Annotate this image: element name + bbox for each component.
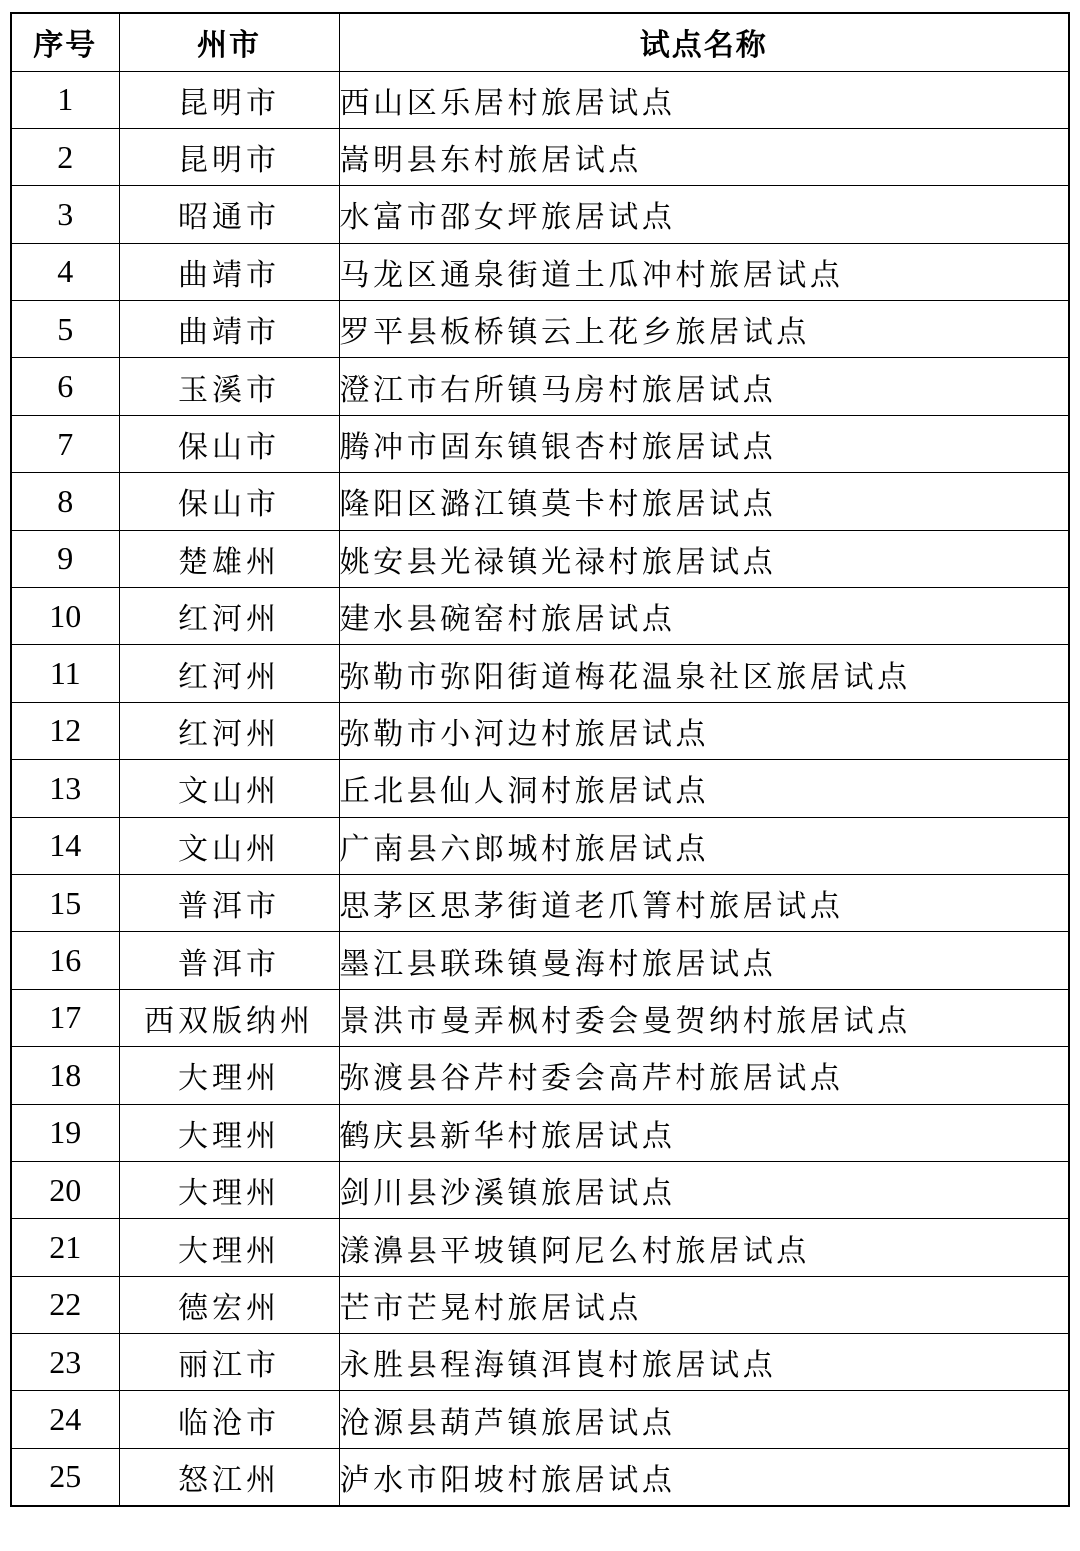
row-index: 3 — [11, 186, 119, 243]
row-index: 4 — [11, 243, 119, 300]
row-pilot-name: 广南县六郎城村旅居试点 — [339, 817, 1069, 874]
row-pilot-name: 西山区乐居村旅居试点 — [339, 71, 1069, 128]
header-city: 州市 — [119, 13, 339, 71]
row-pilot-name: 建水县碗窑村旅居试点 — [339, 588, 1069, 645]
table-row — [11, 760, 1069, 817]
row-pilot-name: 澄江市右所镇马房村旅居试点 — [339, 358, 1069, 415]
table-row — [11, 186, 1069, 243]
row-pilot-name: 弥勒市弥阳街道梅花温泉社区旅居试点 — [339, 645, 1069, 702]
row-pilot-name: 景洪市曼弄枫村委会曼贺纳村旅居试点 — [339, 989, 1069, 1046]
row-index: 11 — [11, 645, 119, 702]
row-pilot-name: 沧源县葫芦镇旅居试点 — [339, 1391, 1069, 1448]
pilot-list-sheet — [10, 12, 1068, 1539]
row-pilot-name: 弥渡县谷芹村委会高芹村旅居试点 — [339, 1047, 1069, 1104]
table-row — [11, 128, 1069, 185]
row-index: 6 — [11, 358, 119, 415]
table-row — [11, 989, 1069, 1046]
row-index: 20 — [11, 1161, 119, 1218]
table-header-row — [11, 13, 1069, 71]
row-city: 保山市 — [119, 415, 339, 472]
row-city: 红河州 — [119, 645, 339, 702]
row-city: 文山州 — [119, 760, 339, 817]
row-city: 怒江州 — [119, 1448, 339, 1505]
row-index: 8 — [11, 473, 119, 530]
row-pilot-name: 弥勒市小河边村旅居试点 — [339, 702, 1069, 759]
row-city: 大理州 — [119, 1219, 339, 1276]
row-city: 楚雄州 — [119, 530, 339, 587]
row-pilot-name: 漾濞县平坡镇阿尼么村旅居试点 — [339, 1219, 1069, 1276]
row-index: 9 — [11, 530, 119, 587]
table-row — [11, 473, 1069, 530]
row-pilot-name: 芒市芒晃村旅居试点 — [339, 1276, 1069, 1333]
row-pilot-name: 罗平县板桥镇云上花乡旅居试点 — [339, 301, 1069, 358]
table-row — [11, 1276, 1069, 1333]
table-row — [11, 358, 1069, 415]
table-row — [11, 243, 1069, 300]
row-city: 红河州 — [119, 702, 339, 759]
row-index: 2 — [11, 128, 119, 185]
table-row — [11, 1104, 1069, 1161]
table-row — [11, 1161, 1069, 1218]
row-pilot-name: 墨江县联珠镇曼海村旅居试点 — [339, 932, 1069, 989]
table-row — [11, 301, 1069, 358]
row-city: 普洱市 — [119, 874, 339, 931]
table-row — [11, 1391, 1069, 1448]
row-index: 16 — [11, 932, 119, 989]
row-city: 曲靖市 — [119, 301, 339, 358]
table-row — [11, 1219, 1069, 1276]
table-row — [11, 1334, 1069, 1391]
row-index: 10 — [11, 588, 119, 645]
row-pilot-name: 马龙区通泉街道土瓜冲村旅居试点 — [339, 243, 1069, 300]
row-pilot-name: 腾冲市固东镇银杏村旅居试点 — [339, 415, 1069, 472]
table-row — [11, 1448, 1069, 1505]
row-index: 14 — [11, 817, 119, 874]
row-index: 22 — [11, 1276, 119, 1333]
table-row — [11, 588, 1069, 645]
row-index: 12 — [11, 702, 119, 759]
table-row — [11, 71, 1069, 128]
row-city: 昆明市 — [119, 71, 339, 128]
row-pilot-name: 水富市邵女坪旅居试点 — [339, 186, 1069, 243]
row-index: 24 — [11, 1391, 119, 1448]
row-pilot-name: 泸水市阳坡村旅居试点 — [339, 1448, 1069, 1505]
row-index: 1 — [11, 71, 119, 128]
row-index: 7 — [11, 415, 119, 472]
row-pilot-name: 嵩明县东村旅居试点 — [339, 128, 1069, 185]
row-city: 保山市 — [119, 473, 339, 530]
row-city: 玉溪市 — [119, 358, 339, 415]
table-row — [11, 415, 1069, 472]
row-city: 曲靖市 — [119, 243, 339, 300]
row-index: 5 — [11, 301, 119, 358]
table-row — [11, 817, 1069, 874]
row-pilot-name: 思茅区思茅街道老爪箐村旅居试点 — [339, 874, 1069, 931]
row-city: 德宏州 — [119, 1276, 339, 1333]
row-pilot-name: 剑川县沙溪镇旅居试点 — [339, 1161, 1069, 1218]
table-row — [11, 932, 1069, 989]
row-index: 19 — [11, 1104, 119, 1161]
row-city: 文山州 — [119, 817, 339, 874]
header-name: 试点名称 — [339, 13, 1069, 71]
table-row — [11, 702, 1069, 759]
row-city: 大理州 — [119, 1047, 339, 1104]
row-city: 大理州 — [119, 1161, 339, 1218]
row-city: 普洱市 — [119, 932, 339, 989]
table-row — [11, 1047, 1069, 1104]
row-index: 23 — [11, 1334, 119, 1391]
row-city: 西双版纳州 — [119, 989, 339, 1046]
row-pilot-name: 姚安县光禄镇光禄村旅居试点 — [339, 530, 1069, 587]
row-city: 昆明市 — [119, 128, 339, 185]
row-city: 丽江市 — [119, 1334, 339, 1391]
row-city: 临沧市 — [119, 1391, 339, 1448]
table-row — [11, 530, 1069, 587]
row-index: 15 — [11, 874, 119, 931]
row-index: 21 — [11, 1219, 119, 1276]
table-row — [11, 645, 1069, 702]
row-city: 昭通市 — [119, 186, 339, 243]
header-index: 序号 — [11, 13, 119, 71]
row-pilot-name: 丘北县仙人洞村旅居试点 — [339, 760, 1069, 817]
table-row — [11, 874, 1069, 931]
row-index: 25 — [11, 1448, 119, 1505]
row-pilot-name: 鹤庆县新华村旅居试点 — [339, 1104, 1069, 1161]
row-city: 红河州 — [119, 588, 339, 645]
row-index: 18 — [11, 1047, 119, 1104]
pilot-list-table — [10, 12, 1070, 1507]
row-index: 13 — [11, 760, 119, 817]
row-pilot-name: 隆阳区潞江镇莫卡村旅居试点 — [339, 473, 1069, 530]
row-pilot-name: 永胜县程海镇洱崀村旅居试点 — [339, 1334, 1069, 1391]
row-index: 17 — [11, 989, 119, 1046]
row-city: 大理州 — [119, 1104, 339, 1161]
